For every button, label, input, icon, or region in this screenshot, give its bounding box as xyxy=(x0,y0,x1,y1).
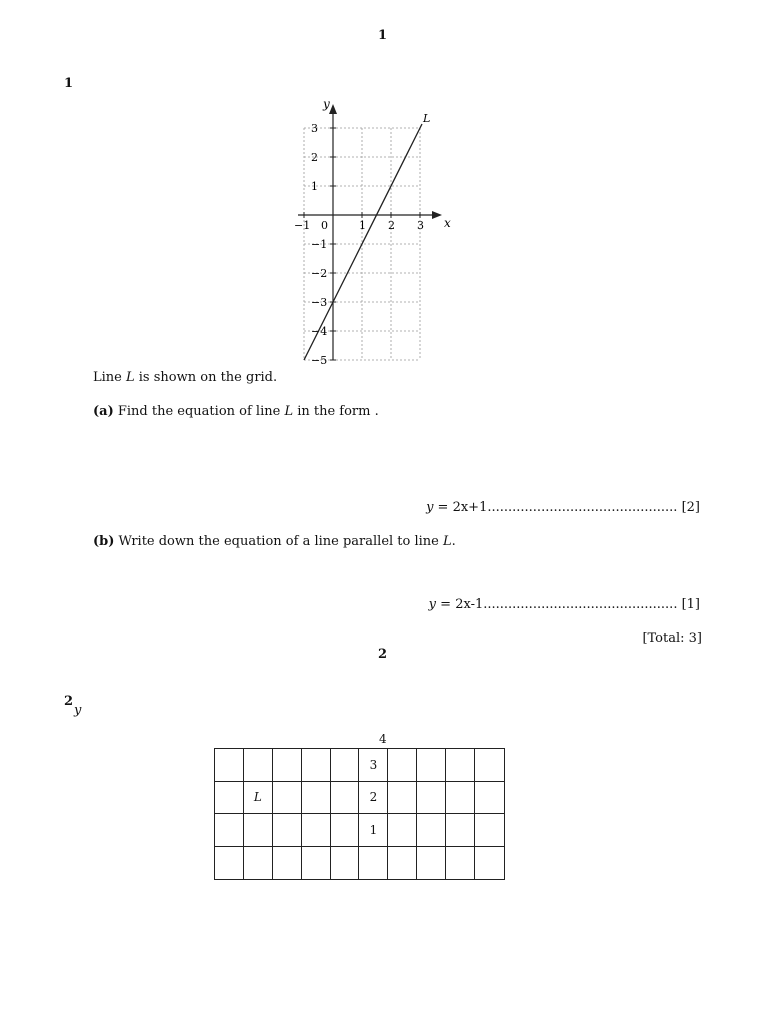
x-tick-label: 3 xyxy=(417,219,424,232)
grid-cell xyxy=(273,749,302,782)
q1-part-a xyxy=(93,404,379,419)
part-a-text-before: Find the equation of line xyxy=(113,404,285,419)
q2-grid-table xyxy=(214,748,505,880)
grid-cell xyxy=(215,847,244,880)
grid-cell xyxy=(388,749,417,782)
y-tick-label: −2 xyxy=(311,267,328,280)
grid-cell xyxy=(331,749,360,782)
intro-line-name: L xyxy=(126,370,135,385)
question-1-number: 1 xyxy=(64,76,74,91)
grid-cell xyxy=(302,782,331,815)
grid-cell xyxy=(475,749,504,782)
y-tick-label: −1 xyxy=(311,238,328,251)
q1-total-marks: [Total: 3] xyxy=(642,631,702,646)
grid-cell xyxy=(475,782,504,815)
grid-cell xyxy=(417,749,446,782)
grid-cell xyxy=(475,847,504,880)
grid-cell xyxy=(273,814,302,847)
grid-cell xyxy=(244,749,273,782)
grid-cell xyxy=(273,782,302,815)
part-a-answer[interactable]: = 2x+1.............................................. xyxy=(433,500,682,515)
x-axis-arrow xyxy=(432,211,442,219)
part-b-answer[interactable]: = 2x-1............................................... xyxy=(436,597,682,612)
part-b-line-name: L xyxy=(443,534,452,549)
origin-label: 0 xyxy=(321,219,328,232)
grid-cell xyxy=(331,814,360,847)
grid-cell xyxy=(331,847,360,880)
line-L-label: L xyxy=(423,112,431,125)
grid-cell xyxy=(388,782,417,815)
grid-cell xyxy=(388,814,417,847)
part-b-label: (b) xyxy=(93,534,115,549)
part-b-text-before: Write down the equation of a line parallel to line xyxy=(114,534,443,549)
y-tick-label: −4 xyxy=(311,325,328,338)
grid-cell xyxy=(417,847,446,880)
question-2-number: 2 xyxy=(64,694,74,709)
grid-cell: 2 xyxy=(359,782,388,815)
x-tick-label: −1 xyxy=(294,219,311,232)
grid-cell xyxy=(417,782,446,815)
y-tick-label: −5 xyxy=(311,354,328,366)
grid-cell xyxy=(244,814,273,847)
part-a-marks: [2] xyxy=(681,500,700,515)
grid-cell xyxy=(417,814,446,847)
q2-top-label: 4 xyxy=(379,732,387,746)
grid-cell xyxy=(215,749,244,782)
y-tick-label: 1 xyxy=(311,180,318,193)
x-tick-label: 1 xyxy=(359,219,366,232)
grid-cell xyxy=(446,814,475,847)
q1-intro xyxy=(93,370,277,385)
q1-line-graph xyxy=(280,96,460,366)
grid-cell xyxy=(302,847,331,880)
intro-suffix: is shown on the grid. xyxy=(134,370,278,385)
page-header-number: 1 xyxy=(378,28,388,43)
grid-cell xyxy=(388,847,417,880)
grid-cell xyxy=(446,782,475,815)
grid-cell xyxy=(215,782,244,815)
q1-part-b-answer-line xyxy=(429,597,700,612)
part-a-answer-var: y xyxy=(426,500,434,515)
grid-cell xyxy=(446,749,475,782)
q1-part-b xyxy=(93,534,456,549)
grid-cell xyxy=(475,814,504,847)
intro-prefix: Line xyxy=(93,370,126,385)
y-tick-label: 2 xyxy=(311,151,318,164)
x-tick-label: 2 xyxy=(388,219,395,232)
grid-cell xyxy=(302,749,331,782)
grid-cell xyxy=(273,847,302,880)
grid-cell xyxy=(331,782,360,815)
q2-y-label: y xyxy=(74,703,82,718)
grid-cell xyxy=(446,847,475,880)
part-a-line-name: L xyxy=(284,404,294,419)
part-b-answer-var: y xyxy=(428,597,437,612)
part-b-marks: [1] xyxy=(681,597,700,612)
y-axis-label: y xyxy=(323,97,330,111)
grid-cell xyxy=(359,847,388,880)
grid-cell: 3 xyxy=(359,749,388,782)
part-b-text-after: . xyxy=(451,534,456,549)
part-a-label: (a) xyxy=(93,404,114,419)
grid-cell xyxy=(215,814,244,847)
page-header-number-2: 2 xyxy=(378,647,388,662)
grid-cell: L xyxy=(244,782,273,815)
grid-cell xyxy=(302,814,331,847)
part-a-text-after: in the form . xyxy=(293,404,379,419)
y-axis-arrow xyxy=(329,104,337,114)
grid-cell: 1 xyxy=(359,814,388,847)
x-axis-label: x xyxy=(444,216,451,230)
y-tick-label: 3 xyxy=(311,122,318,135)
q1-part-a-answer-line xyxy=(426,500,700,515)
y-tick-label: −3 xyxy=(311,296,328,309)
grid-cell xyxy=(244,847,273,880)
